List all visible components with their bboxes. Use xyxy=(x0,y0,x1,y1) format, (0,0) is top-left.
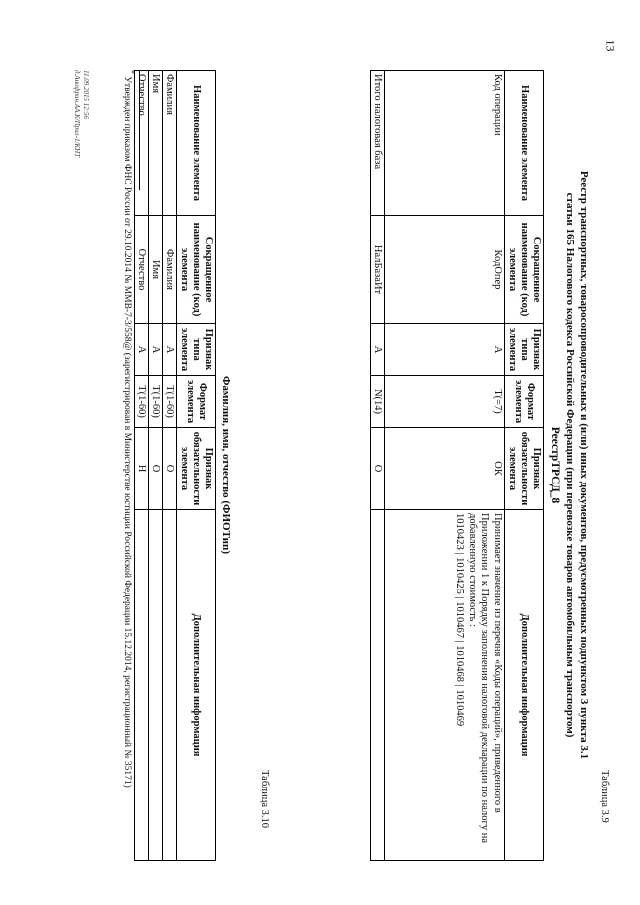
table-header-row xyxy=(176,71,215,861)
col-header-code: Сокращенное наименование (код) элемента xyxy=(504,216,543,324)
cell-code: Фамилия xyxy=(162,216,176,324)
cell-required: О xyxy=(162,428,176,510)
col-header-format: Формат элемента xyxy=(504,376,543,428)
cell-code: Имя xyxy=(148,216,162,324)
cell-name: Имя xyxy=(148,71,162,216)
cell-info xyxy=(162,510,176,861)
page-number: 13 xyxy=(603,39,618,52)
table-3-10-title: Фамилия, имя, отчество (ФИОТип) xyxy=(220,375,232,555)
title-line-1: Реестр транспортных, товаросопроводительных и (или) иных документов, предусмотренных подпунктом 3 пункта 3.1 xyxy=(578,170,590,760)
table-header-row xyxy=(504,71,543,861)
footnote xyxy=(121,70,141,860)
cell-required: ОК xyxy=(384,428,504,510)
table-row xyxy=(148,71,162,861)
cell-name: Отчество xyxy=(134,71,148,216)
cell-name: Итого налоговая база xyxy=(370,71,384,216)
table-3-9-title xyxy=(548,80,590,850)
stamp-line: 11.09.2015 12:56 xyxy=(82,70,90,120)
col-header-format: Формат элемента xyxy=(176,376,215,428)
footnote-marker: * xyxy=(127,70,136,74)
table-row xyxy=(384,71,504,861)
col-header-required: Признак обязательности элемента xyxy=(504,428,543,510)
cell-format: N(14) xyxy=(370,376,384,428)
table-3-9 xyxy=(370,70,544,861)
cell-type: А xyxy=(134,324,148,376)
title-line-2: статьи 165 Налогового кодекса Российской Федерации (при перевозке товаров автомобильным транспортом) xyxy=(564,192,577,738)
print-stamp xyxy=(72,70,90,157)
cell-code: КодОпер xyxy=(384,216,504,324)
col-header-info: Дополнительная информация xyxy=(504,510,543,861)
table-3-10 xyxy=(134,70,216,861)
col-header-info: Дополнительная информация xyxy=(176,510,215,861)
col-header-type: Признак типа элемента xyxy=(504,324,543,376)
register-name: РеестрТРСД_8 xyxy=(549,426,562,504)
cell-info xyxy=(370,510,384,861)
col-header-name: Наименование элемента xyxy=(504,71,543,216)
cell-format: T(1-60) xyxy=(148,376,162,428)
cell-required: О xyxy=(370,428,384,510)
cell-info: Принимает значение из перечня «Коды операций», приведенного в Приложении 1 к Порядку заполнения налоговой декларации по налогу на добавленную стоимость : 1010423 | 1010425 | 1010467 | 1010468 | 1010469 xyxy=(384,510,504,861)
cell-required: Н xyxy=(134,428,148,510)
cell-type: А xyxy=(162,324,176,376)
cell-format: T(1-60) xyxy=(134,376,148,428)
table-3-10-label: Таблица 3.10 xyxy=(259,770,270,829)
col-header-required: Признак обязательности элемента xyxy=(176,428,215,510)
col-header-name: Наименование элемента xyxy=(176,71,215,216)
table-row xyxy=(370,71,384,861)
cell-code: Отчество xyxy=(134,216,148,324)
cell-code: НалБазаИт xyxy=(370,216,384,324)
cell-format: T(1-60) xyxy=(162,376,176,428)
footnote-divider xyxy=(139,70,140,190)
cell-required: О xyxy=(148,428,162,510)
rotated-page-content xyxy=(20,70,610,860)
col-header-code: Сокращенное наименование (код) элемента xyxy=(176,216,215,324)
cell-name: Фамилия xyxy=(162,71,176,216)
footnote-text: Утвержден приказом ФНС России от 29.10.2014 № ММВ-7-3/558@ (зарегистрирован в Министерстве юстиции Российской Федерации 15.12.2014, регистрационный № 35171) xyxy=(121,76,132,788)
cell-name: Код операции xyxy=(384,71,504,216)
cell-type: А xyxy=(384,324,504,376)
table-row xyxy=(162,71,176,861)
cell-info xyxy=(148,510,162,861)
col-header-type: Признак типа элемента xyxy=(176,324,215,376)
cell-format: T(=7) xyxy=(384,376,504,428)
cell-type: А xyxy=(148,324,162,376)
table-3-9-label: Таблица 3.9 xyxy=(599,770,610,823)
cell-type: А xyxy=(370,324,384,376)
stamp-line: д.Анофрин.АА.К/Прил-1/КНТ xyxy=(72,70,81,158)
